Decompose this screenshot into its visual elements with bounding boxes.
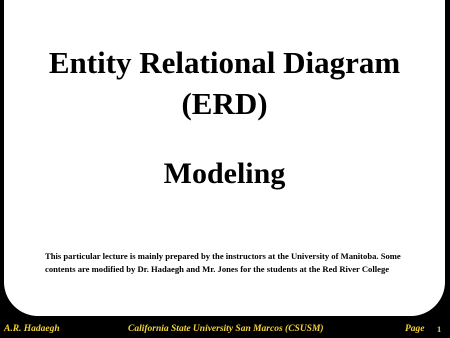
slide-content-area: [4, 0, 445, 316]
footer-institution: California State University San Marcos (CSUSM): [128, 324, 324, 334]
slide-subtitle: Modeling: [163, 157, 286, 190]
footer-page-number: 1: [437, 324, 442, 334]
slide-title-line-1: Entity Relational Diagram: [48, 45, 401, 80]
footer-author: A.R. Hadaegh: [4, 324, 60, 334]
slide-footer: [0, 320, 450, 338]
footer-page-label: Page: [405, 324, 425, 334]
slide-title-line-2: (ERD): [181, 86, 268, 121]
slide-attribution-note: This particular lecture is mainly prepared by the instructors at the University of Manitoba. Some contents are modified by Dr. Hadaegh and Mr. Jones for the students at the Red River College: [45, 251, 401, 274]
